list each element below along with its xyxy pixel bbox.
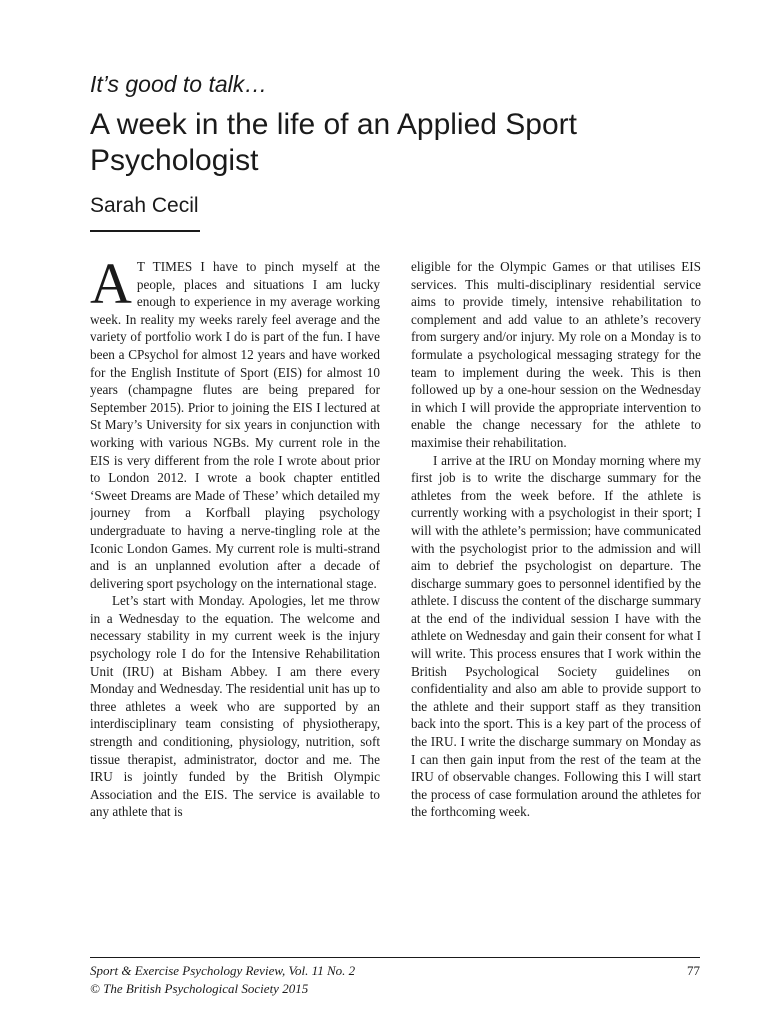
page-number: 77 [687, 963, 700, 978]
body-paragraph: eligible for the Olympic Games or that utilises EIS services. This multi-disciplinary residential service aims to provide timely, intensive rehabilitation to complement and add value to an athlete’s recovery from surgery and/or injury. My role on a Monday is to formulate a psychological messaging strategy for the team to implement during the week. This is then followed up by a one-hour session on the Wednesday in which I will provide the appropriate intervention to enable the change necessary for the athlete to maximise their rehabilitation. [411, 259, 701, 450]
article-title: A week in the life of an Applied Sport Psychologist [90, 108, 577, 177]
paragraph-text: T TIMES I have to pinch myself at the people, places and situations I am lucky enough to experience in my average working week. In reality my weeks rarely feel average and the variety of portfolio work I do is part of the fun. I have been a CPsychol for almost 12 years and have worked for the English Institute of Sport (EIS) for almost 10 years (champagne flutes are being prepared for September 2015). Prior to joining the EIS I lectured at St Mary’s University for six years in conjunction with working with various NGBs. My current role in the EIS is very different from the role I wrote about prior to London 2012. I wrote a book chapter entitled ‘Sweet Dreams are Made of These’ which detailed my journey from a Korfball playing psychology undergraduate to having a nerve-tingling role at the Iconic London Games. My current role is multi-strand and is an unplanned evolution after a decade of delivering sport psychology on the international stage. [90, 259, 380, 591]
article-kicker: It’s good to talk… [90, 71, 268, 97]
journal-citation: Sport & Exercise Psychology Review, Vol. 11 No. 2 [90, 963, 356, 978]
copyright-notice: © The British Psychological Society 2015 [90, 981, 309, 996]
body-column-left [90, 258, 380, 948]
article-author: Sarah Cecil [90, 194, 199, 217]
page-footer [90, 962, 700, 998]
body-paragraph: Let’s start with Monday. Apologies, let me throw in a Wednesday to the equation. The welcome and necessary stability in my current week is the injury psychology role I do for the Intensive Rehabilitation Unit (IRU) at Bisham Abbey. I am there every Monday and Wednesday. The residential unit has up to three athletes a week who are supported by an interdisciplinary team consisting of physiotherapy, strength and conditioning, physiology, nutrition, soft tissue therapist, administrator, doctor and me. The IRU is jointly funded by the British Olympic Association and the EIS. The service is available to any athlete that is [90, 593, 380, 820]
body-paragraph [90, 258, 380, 592]
title-rule [90, 230, 200, 232]
body-column-right [411, 258, 701, 948]
drop-cap: A [90, 258, 132, 316]
footer-rule [90, 957, 700, 958]
body-paragraph: I arrive at the IRU on Monday morning where my first job is to write the discharge summary for the athletes from the week before. If the athlete is currently working with a psychologist in their sport; I will with the athlete’s permission; have communicated with the psychologist prior to the admission and will aim to debrief the psychologist on departure. The discharge summary goes to personnel identified by the athlete. I discuss the content of the discharge summary at the end of the individual session I have with the athlete on Wednesday and gain their consent for what I will write. This process ensures that I work within the British Psychological Society guidelines on confidentiality and also am able to provide support to the athlete and their support staff as they transition back into the sport. This is a key part of the process of the IRU. I write the discharge summary on Monday as I can then gain input from the rest of the team at the IRU of observable changes. Following this I will start the process of case formulation around the athletes for the forthcoming week. [411, 452, 701, 820]
